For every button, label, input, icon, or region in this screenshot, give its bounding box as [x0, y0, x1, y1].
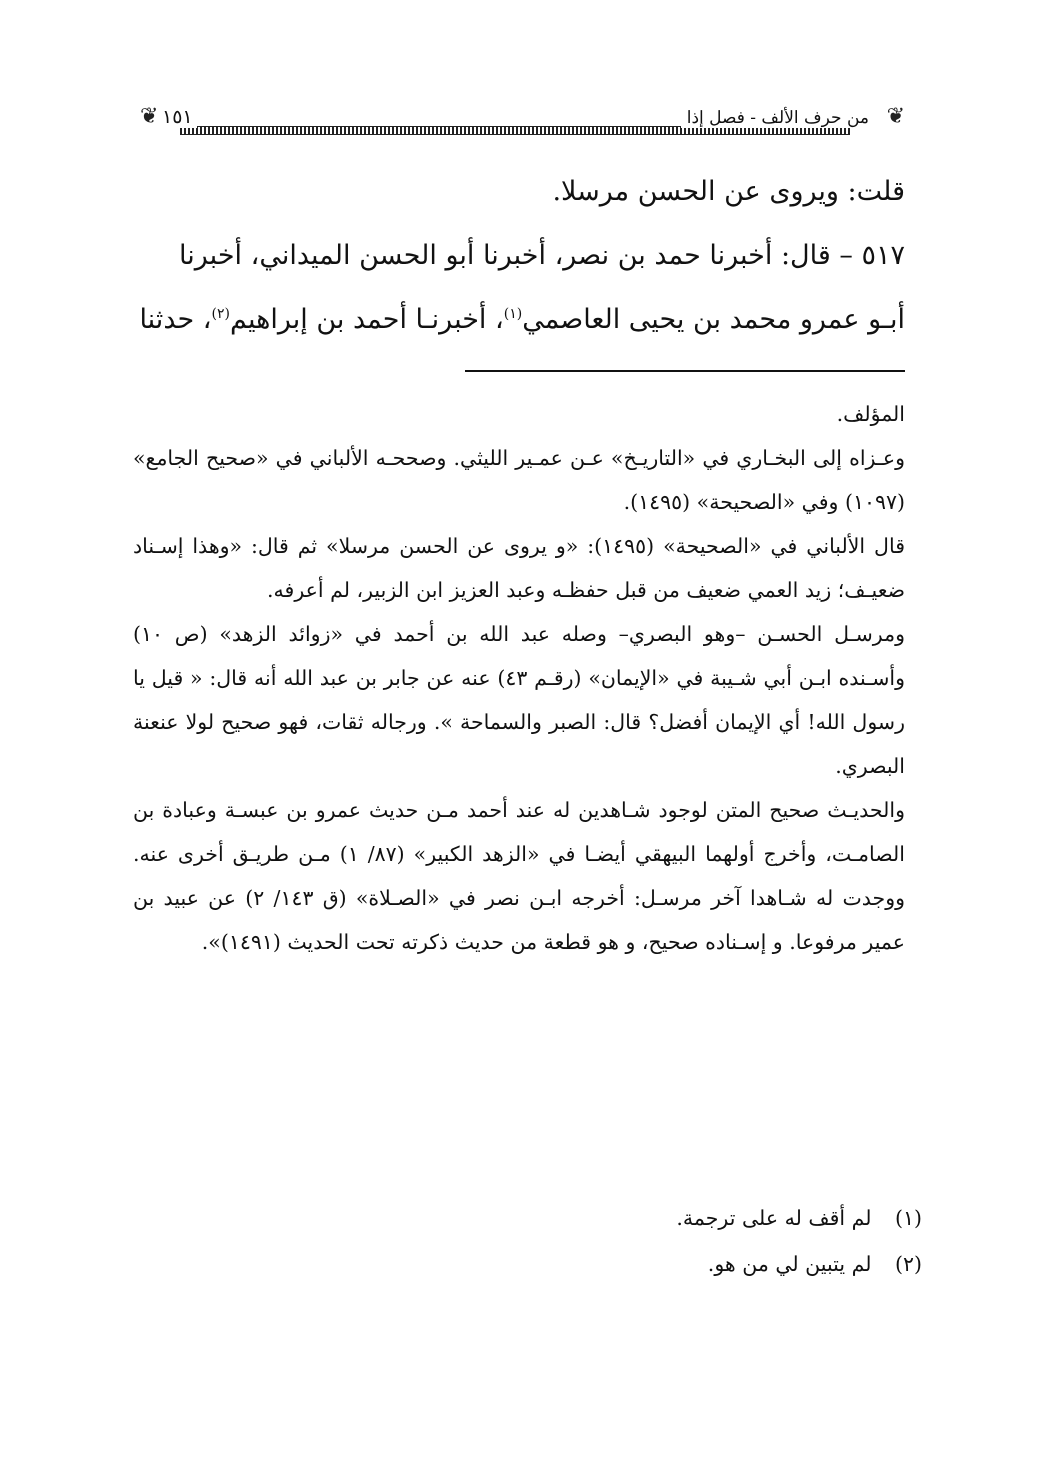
text-run: أبـو عمرو محمد بن يحيى العاصمي: [522, 304, 905, 335]
footnote-text: لم يتبين لي من هو.: [707, 1252, 872, 1276]
main-paragraph: قلت: ويروى عن الحسن مرسلا.: [552, 176, 905, 207]
page-number: ١٥١: [158, 106, 197, 128]
running-title: من حرف الألف - فصل إذا: [681, 108, 875, 128]
commentary-paragraph: وعـزاه إلى البخـاري في «التاريـخ» عـن عمـير الليثي. وصححـه الألباني في «صحيح الجامع» (١٠٩٧) وفي «الصحيحة» (١٤٩٥).: [133, 446, 905, 514]
footnote-mark: (١): [894, 1206, 922, 1230]
footnote-item: [162, 1241, 922, 1287]
footnote-reference[interactable]: (١): [503, 306, 523, 322]
main-paragraph: ٥١٧ – قال: أخبرنا حمد بن نصر، أخبرنا أبو الحسن الميداني، أخبرنا: [179, 240, 905, 271]
main-text: [135, 160, 905, 352]
text-run: ، حدثنا: [139, 304, 212, 335]
main-paragraph-last-line: [135, 288, 905, 352]
commentary-paragraph: قال الألباني في «الصحيحة» (١٤٩٥): «و يروى عن الحسن مرسلا» ثم قال: «وهذا إسـناد ضعيـف؛ زيد العمي ضعيف من قبل حفظـه وعبد العزيز ابن الزبير، لم أعرفه.: [133, 534, 905, 602]
commentary-paragraph: والحديـث صحيح المتن لوجود شـاهدين له عند أحمد مـن حديث عمرو بن عبسـة وعبادة بن الصامـت، وأخرج أولهما البيهقي أيضـا في «الزهد الكبير» (٨٧/ ١) مـن طريـق أخرى عنه. ووجدت له شـاهدا آخر مرسـل: أخرجه ابـن نصر في «الصـلاة» (ق ١٤٣/ ٢) عن عبيد بن عمير مرفوعا. و إسـناده صحيح، و هو قطعة من حديث ذكرته تحت الحديث (١٤٩١)».: [133, 798, 905, 954]
commentary-paragraph: ومرسـل الحسـن –وهو البصري– وصله عبد الله بن أحمد في «زوائد الزهد» (ص ١٠) وأسـنده ابـن أبي شـيبة في «الإيمان» (رقـم ٤٣) عنه عن جابر بن عبد الله أنه قال: « قيل يا رسول الله! أي الإيمان أفضل؟ قال: الصبر والسماحة ». ورجاله ثقات، فهو صحيح لولا عنعنة البصري.: [133, 622, 906, 778]
text-run: ، أخبرنـا أحمد بن إبراهيم: [229, 304, 504, 335]
footnote-separator: [465, 370, 905, 372]
footnote-item: [162, 1195, 922, 1241]
floral-ornament-icon: ❦: [140, 104, 159, 129]
footnote-mark: (٢): [894, 1252, 922, 1276]
commentary-notes: [133, 392, 905, 964]
commentary-paragraph: المؤلف.: [836, 402, 905, 426]
footnote-reference[interactable]: (٢): [211, 306, 230, 322]
page-header: [140, 100, 905, 140]
footnote-list: [162, 1195, 922, 1287]
footnote-text: لم أقف له على ترجمة.: [676, 1206, 872, 1230]
floral-ornament-icon: ❦: [886, 104, 905, 129]
